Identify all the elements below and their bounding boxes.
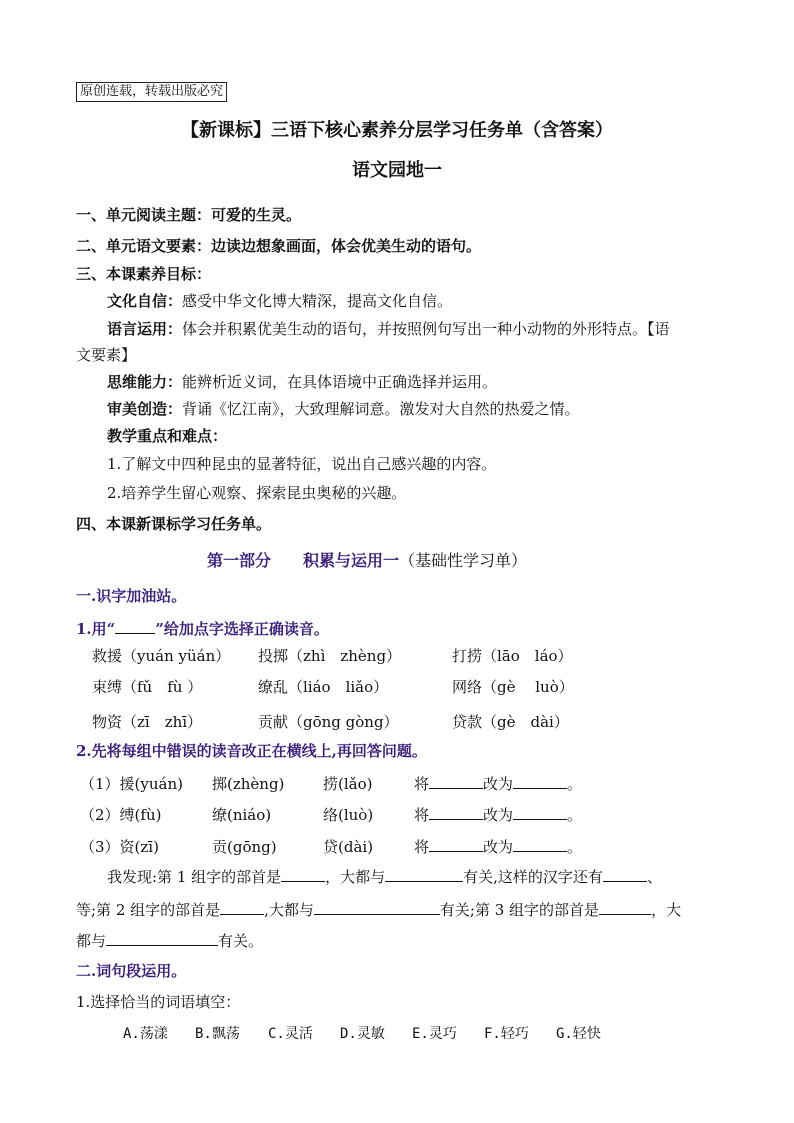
part-title: 第一部分 积累与运用一 bbox=[207, 551, 400, 570]
pinyin-item: 物资（zī zhī） bbox=[92, 713, 203, 731]
words-heading: 二.词句段运用。 bbox=[76, 962, 187, 980]
goal-language-text: 体会并积累优美生动的语句，并按照例句写出一种小动物的外形特点。【语 bbox=[182, 320, 670, 338]
discovery-text: 有关。 bbox=[218, 932, 264, 950]
section-goals-heading: 三、本课素养目标： bbox=[76, 265, 212, 283]
correction-item: 掷(zhèng) bbox=[212, 775, 285, 793]
key-points-label: 教学重点和难点： bbox=[107, 427, 228, 445]
answer-blank[interactable] bbox=[281, 867, 325, 882]
discovery-line-3 bbox=[76, 931, 263, 950]
goal-thinking-label: 思维能力： bbox=[107, 373, 183, 391]
period: 。 bbox=[567, 838, 583, 856]
word-option: E.灵巧 bbox=[412, 1026, 457, 1042]
goal-cultural-text: 感受中华文化博大精深，提高文化自信。 bbox=[182, 292, 453, 310]
period: 。 bbox=[567, 775, 583, 793]
discovery-text: ，大 bbox=[651, 901, 682, 919]
correction-item: 捞(lǎo) bbox=[323, 775, 373, 793]
question-3: 1.选择恰当的词语填空： bbox=[76, 993, 241, 1011]
copyright-stamp: 原创连载，转载出版必究 bbox=[76, 82, 227, 102]
discovery-text: 我发现:第 1 组字的部首是 bbox=[107, 868, 282, 886]
goal-aesthetic-label: 审美创造： bbox=[107, 400, 183, 418]
correction-item: （2）缚(fù) bbox=[80, 806, 162, 824]
correction-item: （1）援(yuán) bbox=[80, 775, 183, 793]
correction-item: （3）资(zī) bbox=[80, 838, 159, 856]
question-2: 2.先将每组中错误的读音改正在横线上,再回答问题。 bbox=[76, 742, 427, 760]
answer-blank[interactable] bbox=[429, 837, 483, 852]
pinyin-item: 束缚（fǔ fù ） bbox=[92, 678, 203, 696]
answer-blank[interactable] bbox=[603, 867, 647, 882]
lesson-title: 语文园地一 bbox=[352, 160, 442, 181]
word-option: C.灵活 bbox=[268, 1026, 313, 1042]
answer-blank[interactable] bbox=[513, 805, 567, 820]
goal-thinking-text: 能辨析近义词，在具体语境中正确选择并运用。 bbox=[182, 373, 498, 391]
change-label: 改为 bbox=[483, 838, 514, 856]
pinyin-item: 缭乱（liáo liǎo） bbox=[258, 678, 389, 696]
pinyin-item: 打捞（lāo láo） bbox=[452, 647, 573, 665]
goal-language-label: 语言运用： bbox=[107, 320, 183, 338]
goal-aesthetic-text: 背诵《忆江南》，大致理解词意。激发对大自然的热爱之情。 bbox=[182, 400, 580, 418]
answer-blank[interactable] bbox=[220, 900, 264, 915]
question-1 bbox=[76, 619, 329, 638]
goal-cultural-label: 文化自信： bbox=[107, 292, 183, 310]
answer-blank[interactable] bbox=[429, 805, 483, 820]
word-option: F.轻巧 bbox=[484, 1026, 529, 1042]
discovery-text: ，大都与 bbox=[325, 868, 386, 886]
section-language-element: 二、单元语文要素：边读边想象画面，体会优美生动的语句。 bbox=[76, 237, 482, 255]
discovery-text: 都与 bbox=[76, 932, 107, 950]
document-title: 【新课标】三语下核心素养分层学习任务单（含答案） bbox=[181, 120, 613, 141]
answer-blank[interactable] bbox=[106, 931, 218, 946]
section-task-sheet: 四、本课新课标学习任务单。 bbox=[76, 515, 272, 533]
part-heading bbox=[207, 551, 527, 570]
correction-fill bbox=[414, 773, 582, 794]
answer-blank[interactable] bbox=[513, 837, 567, 852]
word-option: D.灵敏 bbox=[340, 1026, 385, 1042]
discovery-text: 等;第 2 组字的部首是 bbox=[76, 901, 221, 919]
correction-item: 贷(dài) bbox=[323, 838, 374, 856]
answer-blank[interactable] bbox=[115, 619, 155, 634]
answer-blank[interactable] bbox=[385, 867, 463, 882]
word-option: B.飘荡 bbox=[195, 1026, 240, 1042]
discovery-text: 有关;第 3 组字的部首是 bbox=[439, 901, 600, 919]
pinyin-item: 网络（gè luò） bbox=[452, 678, 574, 696]
goal-cultural bbox=[107, 292, 452, 310]
will-label: 将 bbox=[414, 775, 430, 793]
pinyin-item: 救援（yuán yüán） bbox=[92, 647, 231, 665]
question-1-prefix: 1.用“ bbox=[76, 620, 116, 638]
correction-item: 缭(niáo) bbox=[212, 806, 272, 824]
key-point-2: 2.培养学生留心观察、探索昆虫奥秘的兴趣。 bbox=[107, 484, 407, 502]
answer-blank[interactable] bbox=[314, 900, 440, 915]
discovery-text: 、 bbox=[646, 868, 662, 886]
will-label: 将 bbox=[414, 838, 430, 856]
section-reading-theme: 一、单元阅读主题：可爱的生灵。 bbox=[76, 206, 302, 224]
goal-aesthetic bbox=[107, 400, 580, 418]
part-subtitle: （基础性学习单） bbox=[399, 551, 528, 570]
word-option: G.轻快 bbox=[556, 1026, 601, 1042]
discovery-line-1 bbox=[107, 867, 662, 886]
pinyin-item: 投掷（zhì zhèng） bbox=[258, 647, 402, 665]
goal-thinking bbox=[107, 373, 497, 391]
word-option: A.荡漾 bbox=[123, 1026, 168, 1042]
literacy-heading: 一.识字加油站。 bbox=[76, 587, 187, 605]
goal-language-cont: 文要素】 bbox=[76, 346, 137, 364]
pinyin-item: 贡献（gōng gòng） bbox=[258, 713, 399, 731]
change-label: 改为 bbox=[483, 775, 514, 793]
question-1-suffix: ”给加点字选择正确读音。 bbox=[155, 620, 329, 638]
correction-item: 贡(gōng) bbox=[212, 838, 277, 856]
correction-item: 络(luò) bbox=[323, 806, 374, 824]
discovery-text: 有关,这样的汉字还有 bbox=[463, 868, 603, 886]
pinyin-item: 贷款（gè dài） bbox=[452, 713, 569, 731]
answer-blank[interactable] bbox=[429, 774, 483, 789]
change-label: 改为 bbox=[483, 806, 514, 824]
goal-language bbox=[107, 320, 670, 338]
correction-fill bbox=[414, 804, 582, 825]
answer-blank[interactable] bbox=[599, 900, 651, 915]
period: 。 bbox=[567, 806, 583, 824]
will-label: 将 bbox=[414, 806, 430, 824]
discovery-text: ,大都与 bbox=[264, 901, 314, 919]
answer-blank[interactable] bbox=[513, 774, 567, 789]
discovery-line-2 bbox=[76, 900, 681, 919]
correction-fill bbox=[414, 836, 582, 857]
key-point-1: 1.了解文中四种昆虫的显著特征，说出自己感兴趣的内容。 bbox=[107, 455, 497, 473]
